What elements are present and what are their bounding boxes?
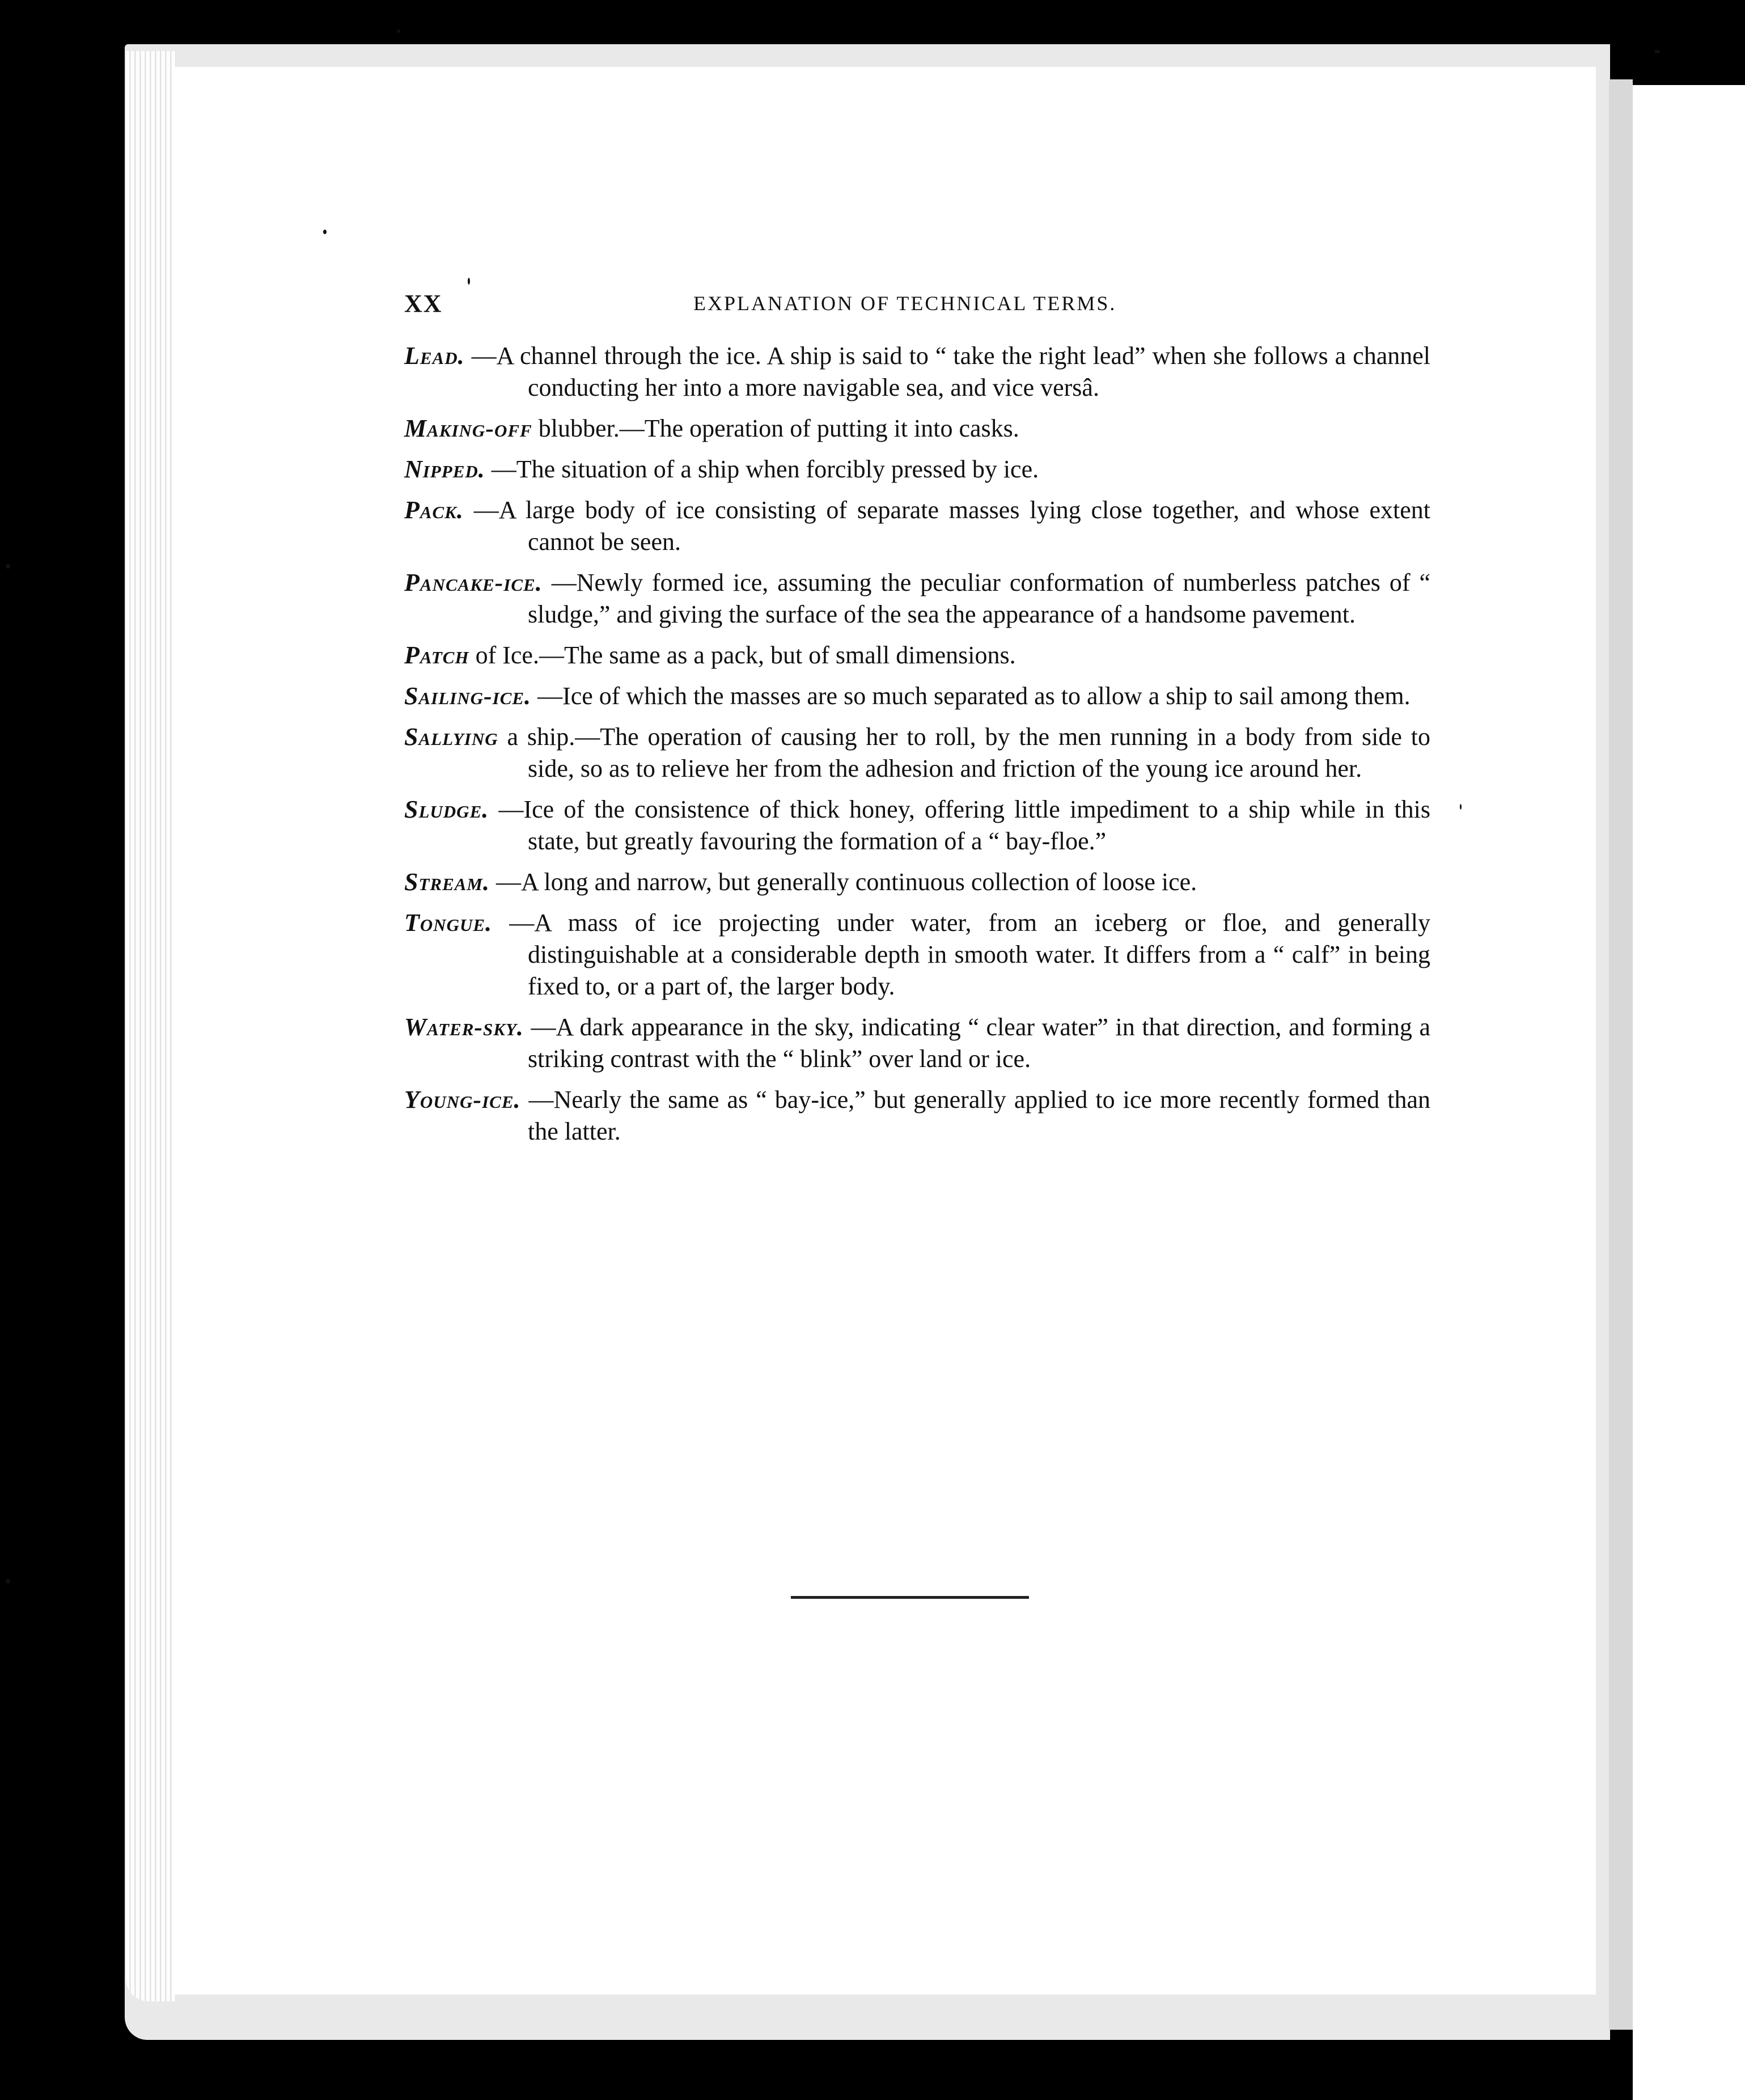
glossary-term: Pack.: [404, 496, 464, 524]
gutter-shadow: [1609, 79, 1633, 2030]
glossary-definition: —A long and narrow, but generally continuous collection of loose ice.: [496, 868, 1197, 896]
glossary-term: Sallying: [404, 723, 498, 751]
glossary-term: Water-sky.: [404, 1013, 524, 1041]
page-edges: [126, 51, 177, 2001]
glossary-definition: a ship.—The operation of causing her to roll, by the men running in a body from side to side, so as to relieve her from the adhesion and friction of the young ice around her.: [507, 723, 1431, 782]
glossary-definition: —Ice of which the masses are so much separated as to allow a ship to sail among them.: [537, 682, 1411, 710]
glossary-term: Making-off: [404, 414, 532, 442]
glossary-term: Patch: [404, 641, 469, 669]
page-header: [404, 289, 1141, 323]
glossary-entry: [404, 1011, 1430, 1075]
glossary-term: Sludge.: [404, 795, 489, 823]
glossary-entry: [404, 907, 1430, 1002]
glossary-entry: [404, 494, 1430, 558]
glossary-term: Lead.: [404, 342, 465, 370]
dust-speck: [6, 564, 10, 569]
glossary-term: Stream.: [404, 868, 490, 896]
dust-speck: [468, 278, 470, 285]
glossary-term: Nipped.: [404, 455, 485, 483]
glossary-list: [404, 340, 1430, 1157]
glossary-entry: [404, 1084, 1430, 1148]
glossary-entry: [404, 454, 1430, 485]
glossary-definition: —A mass of ice projecting under water, from an iceberg or floe, and generally distinguishable at a considerable depth in smooth water. It differs from a “ calf” in being fixed to, or a part of, the larger body.: [509, 909, 1430, 1000]
dust-speck: [323, 230, 327, 234]
glossary-entry: [404, 866, 1430, 898]
dust-speck: [1460, 804, 1462, 810]
glossary-definition: —A dark appearance in the sky, indicating “ clear water” in that direction, and forming a striking contrast with the “ blink” over land or ice.: [528, 1013, 1430, 1073]
running-head: EXPLANATION OF TECHNICAL TERMS.: [693, 292, 1117, 315]
glossary-entry: [404, 794, 1430, 857]
glossary-entry: [404, 721, 1430, 785]
glossary-definition: —Newly formed ice, assuming the peculiar conformation of numberless patches of “ sludge,” and giving the surface of the sea the appearance of a handsome pavement.: [528, 569, 1431, 628]
glossary-definition: —A large body of ice consisting of separate masses lying close together, and whose extent cannot be seen.: [473, 496, 1431, 556]
glossary-entry: [404, 640, 1430, 671]
glossary-definition: —Ice of the consistence of thick honey, offering little impediment to a ship while in this state, but greatly favouring the formation of a “ bay-floe.”: [498, 795, 1431, 855]
glossary-definition: blubber.—The operation of putting it into casks.: [538, 414, 1019, 442]
glossary-definition: of Ice.—The same as a pack, but of small dimensions.: [475, 641, 1016, 669]
glossary-entry: [404, 340, 1430, 404]
glossary-term: Pancake-ice.: [404, 569, 543, 596]
glossary-term: Young-ice.: [404, 1086, 521, 1113]
closing-rule: [791, 1596, 1029, 1599]
facing-page-sliver: [1633, 85, 1745, 2100]
glossary-term: Tongue.: [404, 909, 493, 937]
glossary-entry: [404, 680, 1430, 712]
dust-speck: [397, 29, 400, 33]
dust-speck: [6, 1579, 10, 1584]
page-number: XX: [404, 290, 443, 317]
glossary-definition: —A channel through the ice. A ship is said to “ take the right lead” when she follows a channel conducting her into a more navigable sea, and vice versâ.: [471, 342, 1430, 401]
glossary-entry: [404, 413, 1430, 444]
glossary-entry: [404, 567, 1430, 630]
glossary-term: Sailing-ice.: [404, 682, 532, 710]
glossary-definition: —The situation of a ship when forcibly pressed by ice.: [491, 455, 1039, 483]
glossary-definition: —Nearly the same as “ bay-ice,” but generally applied to ice more recently formed than the latter.: [528, 1086, 1431, 1145]
dust-speck: [1654, 50, 1660, 53]
